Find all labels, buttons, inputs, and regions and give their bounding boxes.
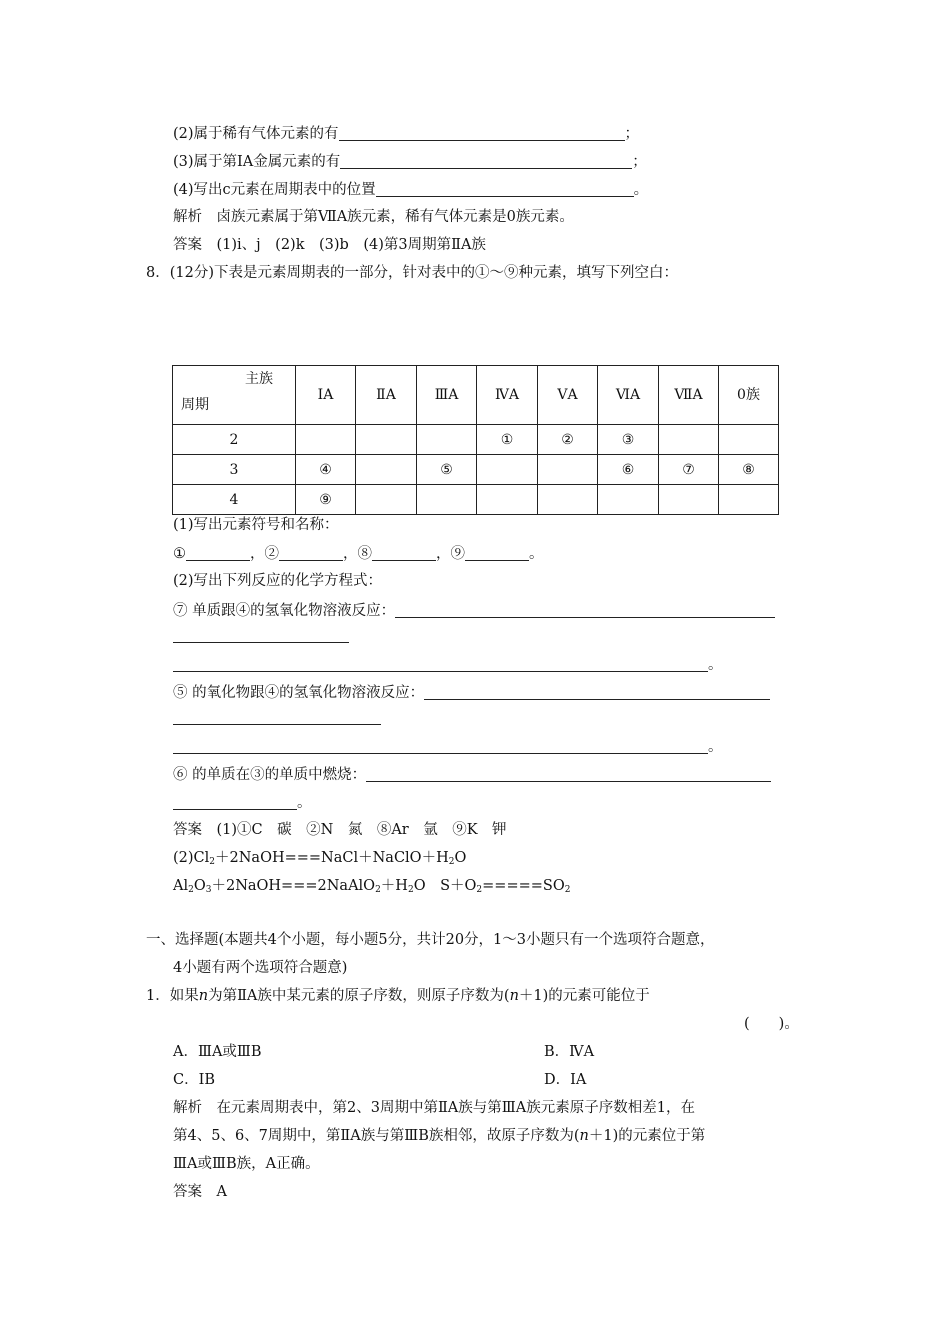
- element-cell: [417, 425, 477, 455]
- q1-option-d[interactable]: D．ⅠA: [544, 1072, 587, 1088]
- q8-reaction-1: ⑦ 单质跟④的氢氧化物溶液反应：: [173, 603, 775, 619]
- answer-blank[interactable]: [173, 657, 708, 672]
- element-cell: [719, 425, 779, 455]
- answer-blank[interactable]: [339, 126, 625, 141]
- group-header: ⅠA: [296, 366, 356, 425]
- element-cell: [598, 485, 659, 515]
- element-cell: ④: [296, 455, 356, 485]
- table-row: [173, 425, 779, 455]
- answer-blank[interactable]: [173, 739, 708, 754]
- table-header-row: [173, 366, 779, 425]
- element-cell: [477, 485, 538, 515]
- group-header: ⅦA: [659, 366, 719, 425]
- q1-answer: 答案 A: [173, 1184, 227, 1200]
- element-cell: [538, 485, 598, 515]
- element-cell: ⑨: [296, 485, 356, 515]
- q1-option-a[interactable]: A．ⅢA或ⅢB: [173, 1044, 262, 1060]
- q7-answer: 答案 (1)i、j (2)k (3)b (4)第3周期第ⅡA族: [173, 237, 486, 253]
- answer-blank[interactable]: [424, 685, 770, 700]
- element-cell: [477, 455, 538, 485]
- q8-sub2: (2)写出下列反应的化学方程式：: [173, 573, 383, 589]
- element-cell: [538, 455, 598, 485]
- corner-period-label: 周期: [181, 397, 209, 413]
- q1-option-b[interactable]: B．ⅣA: [544, 1044, 595, 1060]
- element-cell: ⑦: [659, 455, 719, 485]
- element-cell: ⑧: [719, 455, 779, 485]
- answer-blank[interactable]: [372, 546, 436, 561]
- q1-stem: 1．如果n为第ⅡA族中某元素的原子序数，则原子序数为(n＋1)的元素可能位于: [146, 988, 650, 1004]
- period-cell: 2: [173, 425, 296, 455]
- answer-blank[interactable]: [173, 795, 297, 810]
- element-cell: [659, 485, 719, 515]
- q8-reaction-3: ⑥ 的单质在③的单质中燃烧：: [173, 767, 771, 783]
- answer-blank[interactable]: [279, 546, 343, 561]
- element-cell: ⑥: [598, 455, 659, 485]
- q8-equation-1: $(2)Cl_2+2NaOH===NaCl+NaClO+H_2O$: [173, 850, 467, 867]
- q7-line3: (3)属于第ⅠA金属元素的有 ；: [173, 154, 647, 170]
- element-cell: ⑤: [417, 455, 477, 485]
- q8-sub1: (1)写出元素符号和名称：: [173, 517, 339, 533]
- periodic-table: [172, 365, 779, 515]
- answer-blank[interactable]: [340, 154, 632, 169]
- answer-blank[interactable]: [366, 767, 771, 782]
- section-title: 一、选择题(本题共4个小题，每小题5分，共计20分，1～3小题只有一个选项符合题意，: [146, 932, 715, 948]
- q7-line4: (4)写出c元素在周期表中的位置 。: [173, 182, 649, 198]
- element-cell: [356, 425, 417, 455]
- q8-reaction-3-cont: 。: [173, 795, 312, 811]
- element-cell: [417, 485, 477, 515]
- group-header: ⅤA: [538, 366, 598, 425]
- table-row: [173, 455, 779, 485]
- q7-line2: (2)属于稀有气体元素的有 ；: [173, 126, 640, 142]
- element-cell: [719, 485, 779, 515]
- q1-analysis-1: 解析 在元素周期表中，第2、3周期中第ⅡA族与第ⅢA族元素原子序数相差1，在: [173, 1100, 695, 1116]
- group-header: 0族: [719, 366, 779, 425]
- element-cell: [659, 425, 719, 455]
- q8-reaction-1-cont: 。: [173, 657, 723, 673]
- group-header: ⅢA: [417, 366, 477, 425]
- answer-blank[interactable]: [186, 546, 250, 561]
- element-cell: ②: [538, 425, 598, 455]
- answer-line[interactable]: [173, 642, 349, 643]
- q8-answer-1: 答案 (1)①C 碳 ②N 氮 ⑧Ar 氩 ⑨K 钾: [173, 822, 507, 838]
- q1-analysis-3: ⅢA或ⅢB族，A正确。: [173, 1156, 320, 1172]
- group-header: ⅥA: [598, 366, 659, 425]
- section-title-cont: 4小题有两个选项符合题意): [173, 960, 348, 976]
- q8-fill-line: ① ，② ，⑧ ，⑨ 。: [173, 546, 544, 562]
- q1-answer-bracket[interactable]: ( )。: [744, 1016, 799, 1032]
- answer-line[interactable]: [173, 724, 381, 725]
- group-header: ⅣA: [477, 366, 538, 425]
- answer-blank[interactable]: [465, 546, 529, 561]
- element-cell: [356, 485, 417, 515]
- answer-blank[interactable]: [376, 182, 634, 197]
- q1-option-c[interactable]: C．ⅠB: [173, 1072, 215, 1088]
- answer-blank[interactable]: [395, 603, 775, 618]
- q8-equation-2: $Al_2O_3+2NaOH===2NaAlO_2+H_2O$ $S+O_2=====SO_2$: [173, 878, 571, 895]
- element-cell: ①: [477, 425, 538, 455]
- element-cell: [356, 455, 417, 485]
- element-cell: ③: [598, 425, 659, 455]
- period-cell: 3: [173, 455, 296, 485]
- q8-reaction-2: ⑤ 的氧化物跟④的氢氧化物溶液反应：: [173, 685, 770, 701]
- q8-title: 8．(12分)下表是元素周期表的一部分，针对表中的①～⑨种元素，填写下列空白：: [146, 265, 678, 281]
- q7-analysis: 解析 卤族元素属于第ⅦA族元素，稀有气体元素是0族元素。: [173, 209, 574, 225]
- table-corner-cell: [173, 366, 296, 425]
- table-row: [173, 485, 779, 515]
- corner-group-label: 主族: [245, 371, 273, 387]
- q8-reaction-2-cont: 。: [173, 739, 723, 755]
- element-cell: [296, 425, 356, 455]
- q1-analysis-2: 第4、5、6、7周期中，第ⅡA族与第ⅢB族相邻，故原子序数为(n＋1)的元素位于第: [173, 1128, 706, 1144]
- period-cell: 4: [173, 485, 296, 515]
- group-header: ⅡA: [356, 366, 417, 425]
